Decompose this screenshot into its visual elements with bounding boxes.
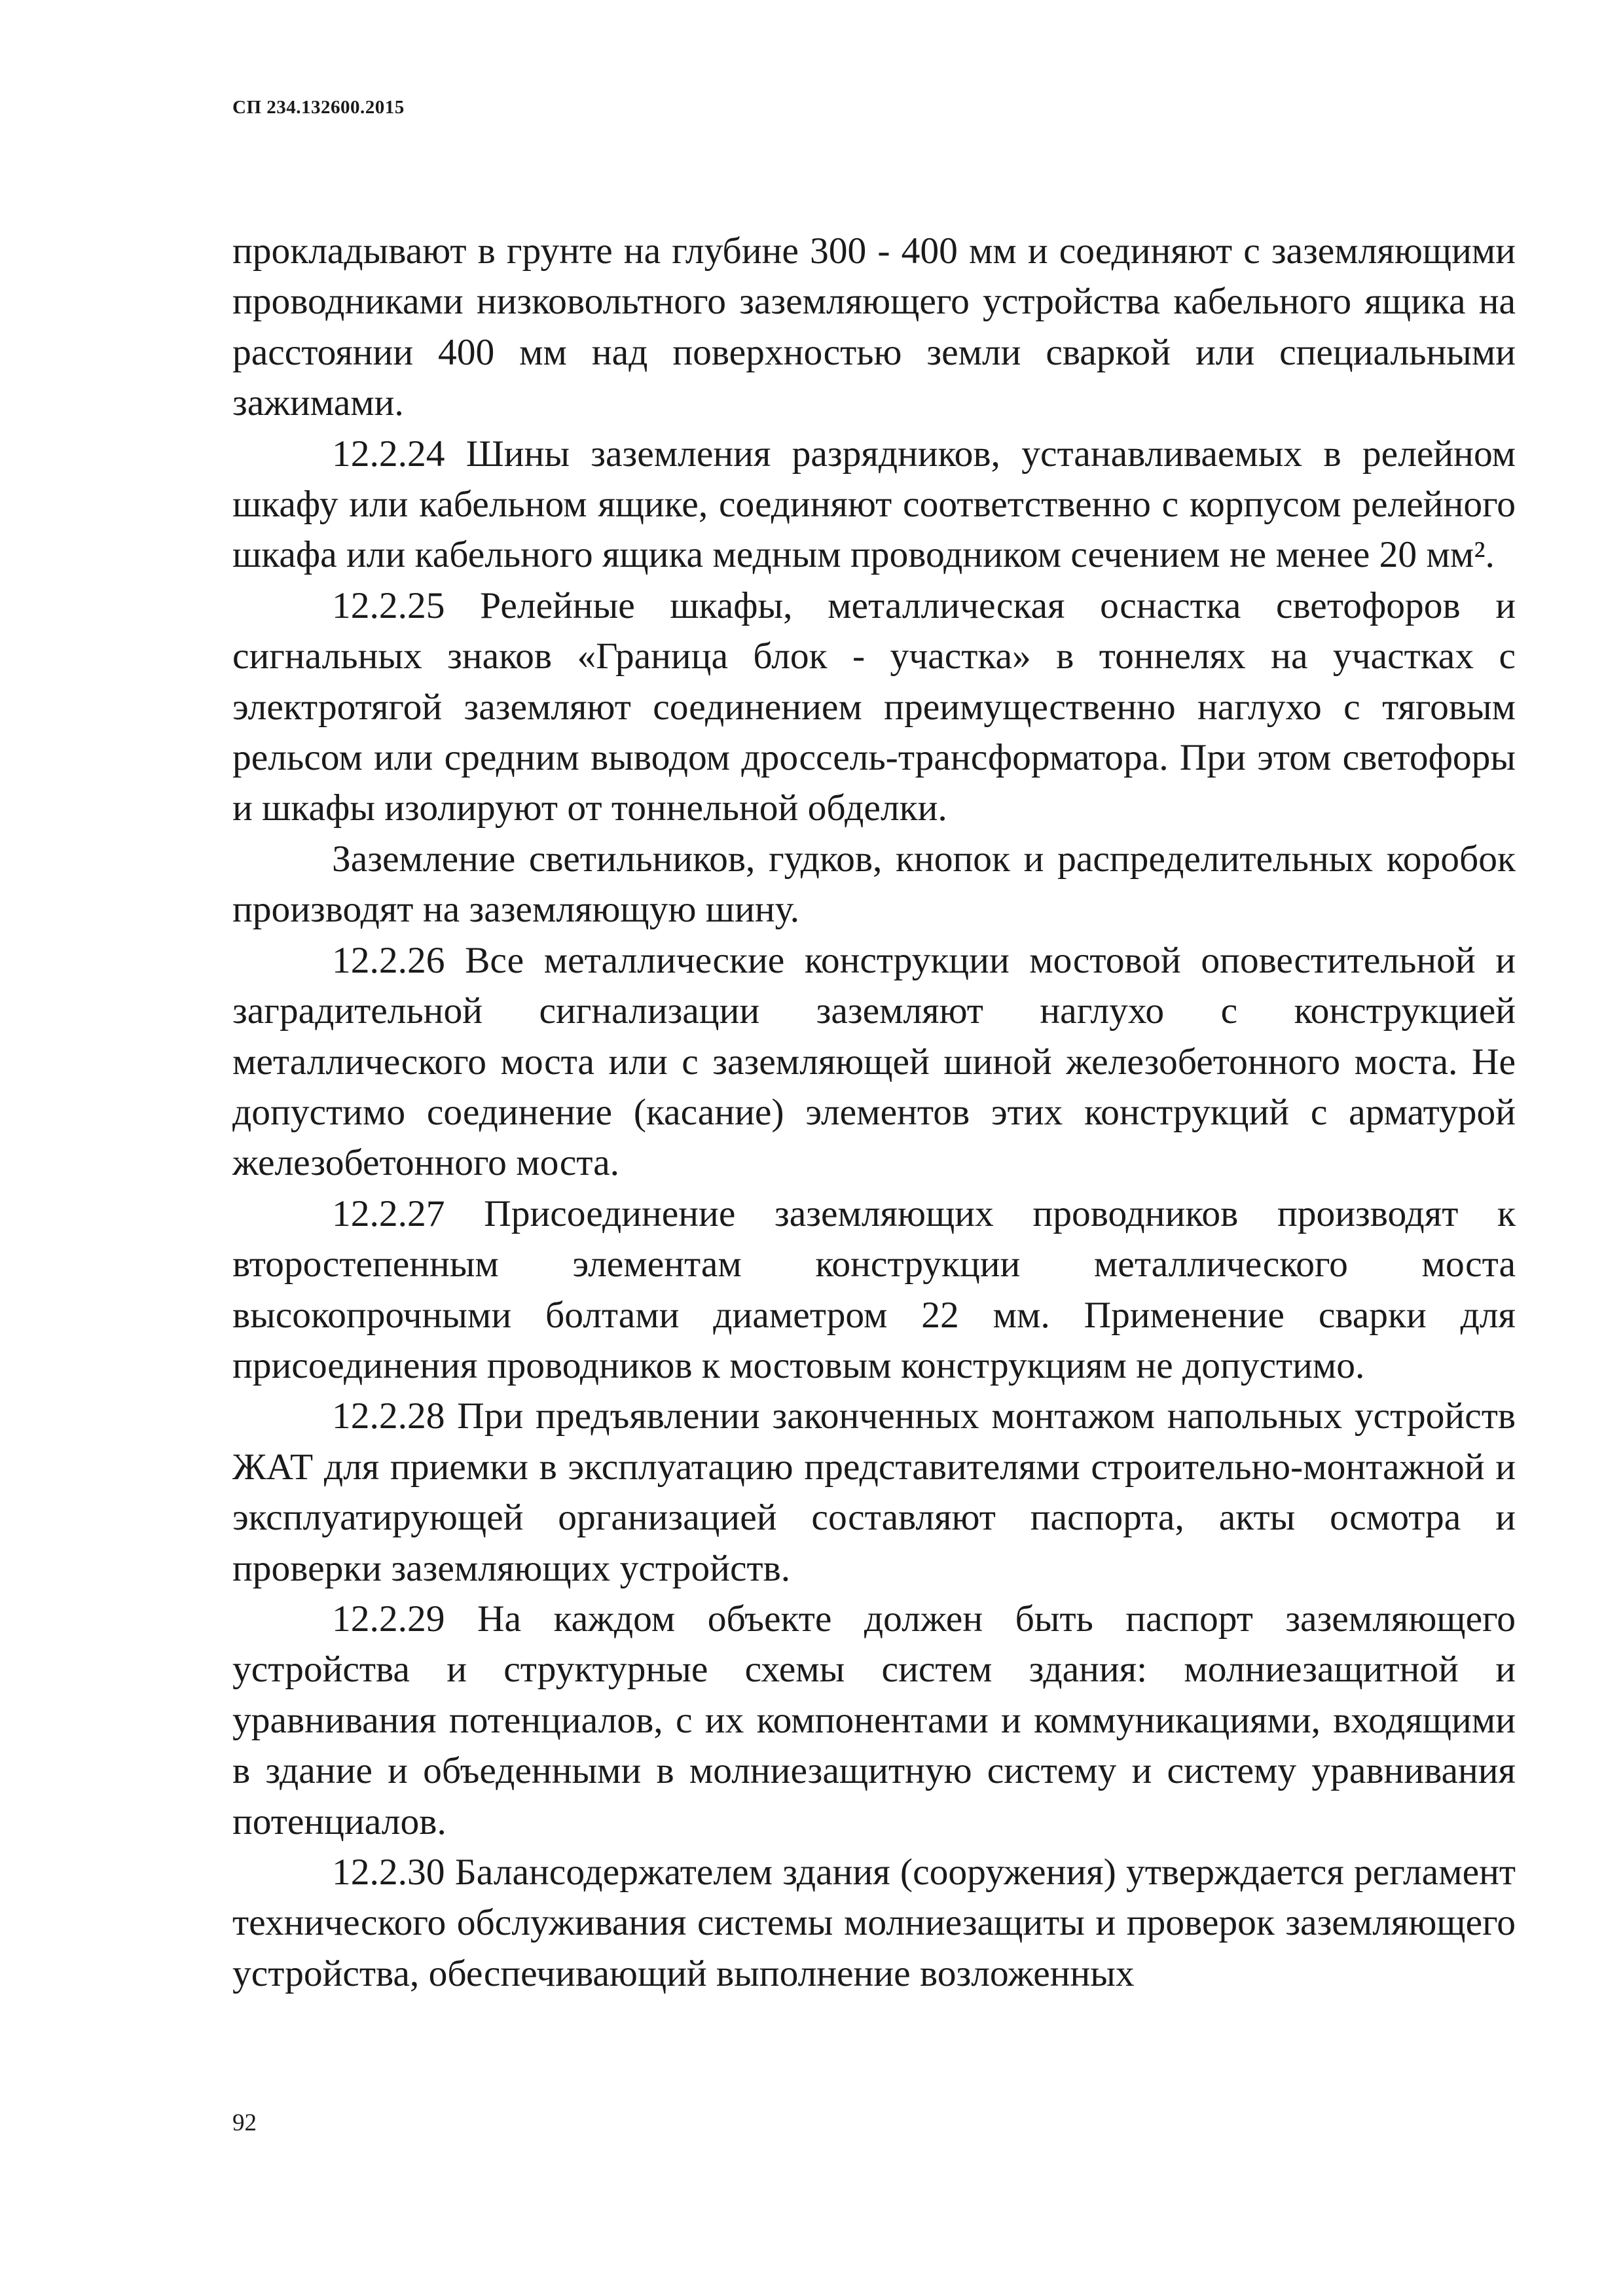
paragraph-grounding-lights: Заземление светильников, гудков, кнопок и распределительных коробок производят на заземляющую шину.: [232, 838, 1516, 931]
paragraph-12-2-29: 12.2.29 На каждом объекте должен быть паспорт заземляющего устройства и структурные схемы систем здания: молниезащитной и уравнивания потенциалов, с их компонентами и коммуникациями, входящими в здание и объеденными в молниезащитную систему и систему уравнивания потенциалов.: [232, 1598, 1516, 1842]
page-number: 92: [232, 2109, 257, 2136]
paragraph-12-2-25: 12.2.25 Релейные шкафы, металлическая оснастка светофоров и сигнальных знаков «Граница блок - участка» в тоннелях на участках с электротягой заземляют соединением преимущественно наглухо с тяговым рельсом или средним выводом дроссель-трансформатора. При этом светофоры и шкафы изолируют от тоннельной обделки.: [232, 584, 1516, 829]
paragraph-12-2-24: 12.2.24 Шины заземления разрядников, устанавливаемых в релейном шкафу или кабельном ящике, соединяют соответственно с корпусом релейного шкафа или кабельного ящика медным проводником сечением не менее 20 мм².: [232, 433, 1516, 576]
document-code-header: СП 234.132600.2015: [232, 97, 405, 118]
paragraph-12-2-26: 12.2.26 Все металлические конструкции мостовой оповестительной и заградительной сигнализации заземляют наглухо с конструкцией металлического моста или с заземляющей шиной железобетонного моста. Не допустимо соединение (касание) элементов этих конструкций с арматурой железобетонного моста.: [232, 939, 1516, 1184]
page-body: [232, 226, 1516, 1999]
paragraph-12-2-28: 12.2.28 При предъявлении законченных монтажом напольных устройств ЖАТ для приемки в эксплуатацию представителями строительно-монтажной и эксплуатирующей организацией составляют паспорта, акты осмотра и проверки заземляющих устройств.: [232, 1395, 1516, 1589]
paragraph-12-2-27: 12.2.27 Присоединение заземляющих проводников производят к второстепенным элементам конструкции металлического моста высокопрочными болтами диаметром 22 мм. Применение сварки для присоединения проводников к мостовым конструкциям не допустимо.: [232, 1193, 1516, 1386]
paragraph-continuation: прокладывают в грунте на глубине 300 - 400 мм и соединяют с заземляющими проводниками низковольтного заземляющего устройства кабельного ящика на расстоянии 400 мм над поверхностью земли сваркой или специальными зажимами.: [232, 230, 1516, 424]
paragraph-12-2-30: 12.2.30 Балансодержателем здания (сооружения) утверждается регламент технического обслуживания системы молниезащиты и проверок заземляющего устройства, обеспечивающий выполнение возложенных: [232, 1852, 1516, 1994]
